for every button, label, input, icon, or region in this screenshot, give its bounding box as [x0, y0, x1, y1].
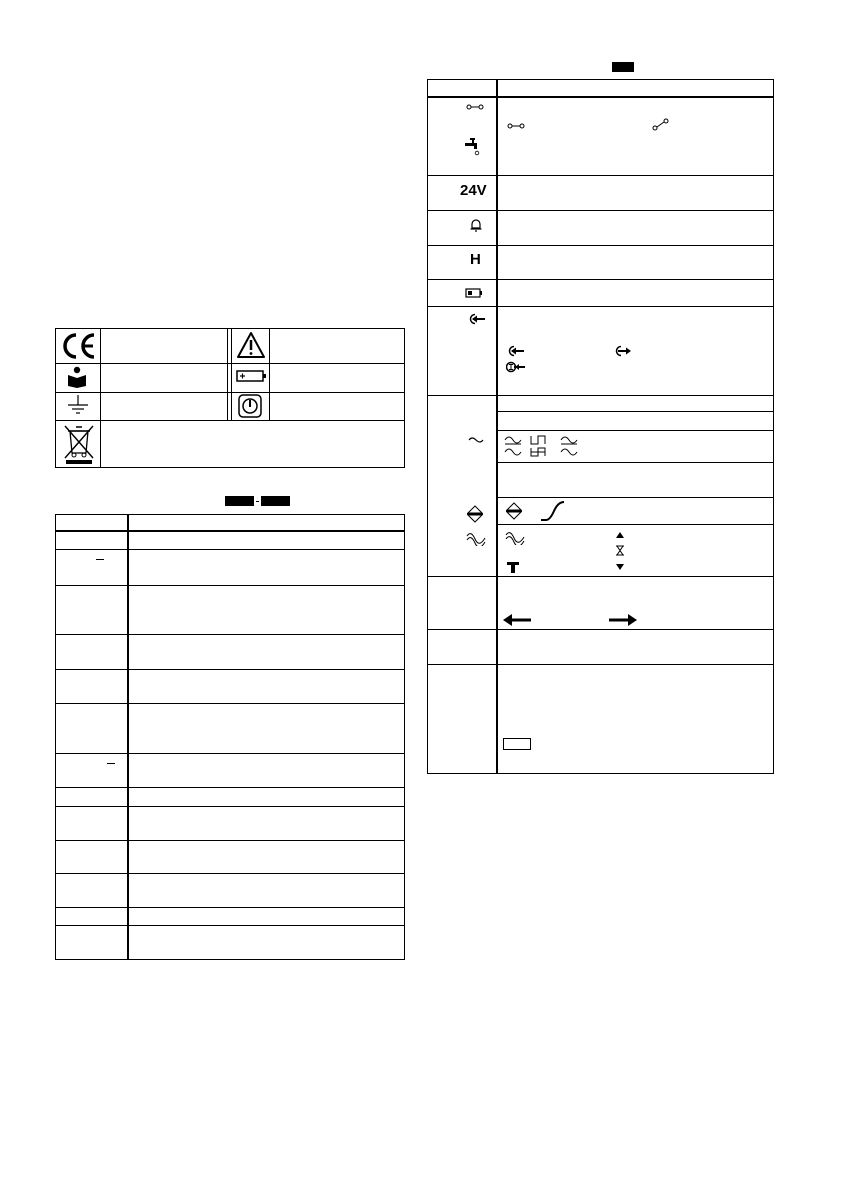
triangle-down-icon: [615, 563, 625, 571]
row-divider: [55, 873, 405, 874]
arrow-left-icon: [502, 613, 532, 627]
bell-icon: [470, 218, 482, 232]
arrow-right-icon: [608, 613, 638, 627]
row-divider: [55, 703, 405, 704]
symbols-table: [55, 328, 405, 468]
range-updown-icon: [506, 502, 522, 520]
row-divider: [427, 664, 774, 665]
distortion-wave-icon: [466, 532, 486, 546]
hold-h-label: H: [470, 251, 481, 268]
range-updown-icon: [467, 505, 483, 523]
symbols-divider: [55, 363, 405, 364]
output-arrow-icon: [614, 345, 632, 357]
sine-wave-icon: [468, 436, 484, 444]
display-box: [503, 738, 531, 750]
heading-black-box: [261, 496, 290, 506]
row-divider: [427, 576, 774, 577]
row-divider: [496, 411, 774, 412]
weee-crossed-bin-icon: [62, 423, 96, 465]
waveform-options-icon: [503, 434, 583, 458]
isolated-input-icon: [506, 361, 526, 373]
heading-separator: [256, 501, 259, 502]
row-divider: [496, 524, 774, 525]
symbols-divider: [55, 392, 405, 393]
faucet-icon: [464, 137, 482, 157]
row-divider: [427, 395, 774, 396]
table-header-rule: [55, 530, 405, 532]
row-divider: [55, 585, 405, 586]
row-divider: [55, 669, 405, 670]
row-divider: [55, 634, 405, 635]
ramp-icon: [540, 501, 566, 521]
functions-table: [55, 514, 405, 960]
battery-polarity-icon: [236, 369, 268, 383]
row-divider: [427, 210, 774, 211]
overline-mark: [96, 559, 104, 560]
heading-black-box: [612, 62, 634, 72]
continuity-open-icon: [652, 118, 670, 132]
row-divider: [55, 806, 405, 807]
row-divider: [55, 753, 405, 754]
row-divider: [427, 279, 774, 280]
input-arrow-icon: [468, 313, 486, 325]
row-divider: [55, 549, 405, 550]
symbols-divider: [227, 328, 228, 420]
row-divider: [55, 907, 405, 908]
t-marker-icon: [507, 562, 519, 573]
hourglass-icon: [615, 545, 625, 556]
row-divider: [496, 497, 774, 498]
symbols-divider: [55, 420, 405, 421]
overline-mark: [107, 763, 115, 764]
input-arrow-icon: [507, 345, 525, 357]
symbols-divider: [100, 328, 101, 468]
triangle-up-icon: [615, 531, 625, 539]
ground-icon: [66, 394, 90, 418]
row-divider: [55, 840, 405, 841]
read-manual-icon: [66, 366, 88, 388]
row-divider: [427, 306, 774, 307]
warning-triangle-icon: [236, 331, 266, 359]
row-divider: [496, 462, 774, 463]
voltage-24v-label: 24V: [460, 182, 487, 199]
row-divider: [55, 787, 405, 788]
battery-low-icon: [465, 288, 483, 298]
continuity-closed-icon: [507, 122, 525, 130]
table-column-rule: [127, 514, 129, 960]
continuity-icon: [466, 103, 484, 111]
symbols-divider: [231, 328, 232, 420]
heading-black-box: [225, 496, 254, 506]
distortion-wave-icon: [505, 531, 525, 545]
symbols-divider: [269, 328, 270, 420]
row-divider: [55, 925, 405, 926]
row-divider: [427, 245, 774, 246]
table-header-rule: [427, 96, 774, 98]
table-column-rule: [496, 79, 498, 774]
row-divider: [427, 629, 774, 630]
power-button-icon: [238, 394, 262, 418]
row-divider: [427, 175, 774, 176]
row-divider: [496, 430, 774, 431]
ce-mark-icon: [59, 331, 97, 361]
